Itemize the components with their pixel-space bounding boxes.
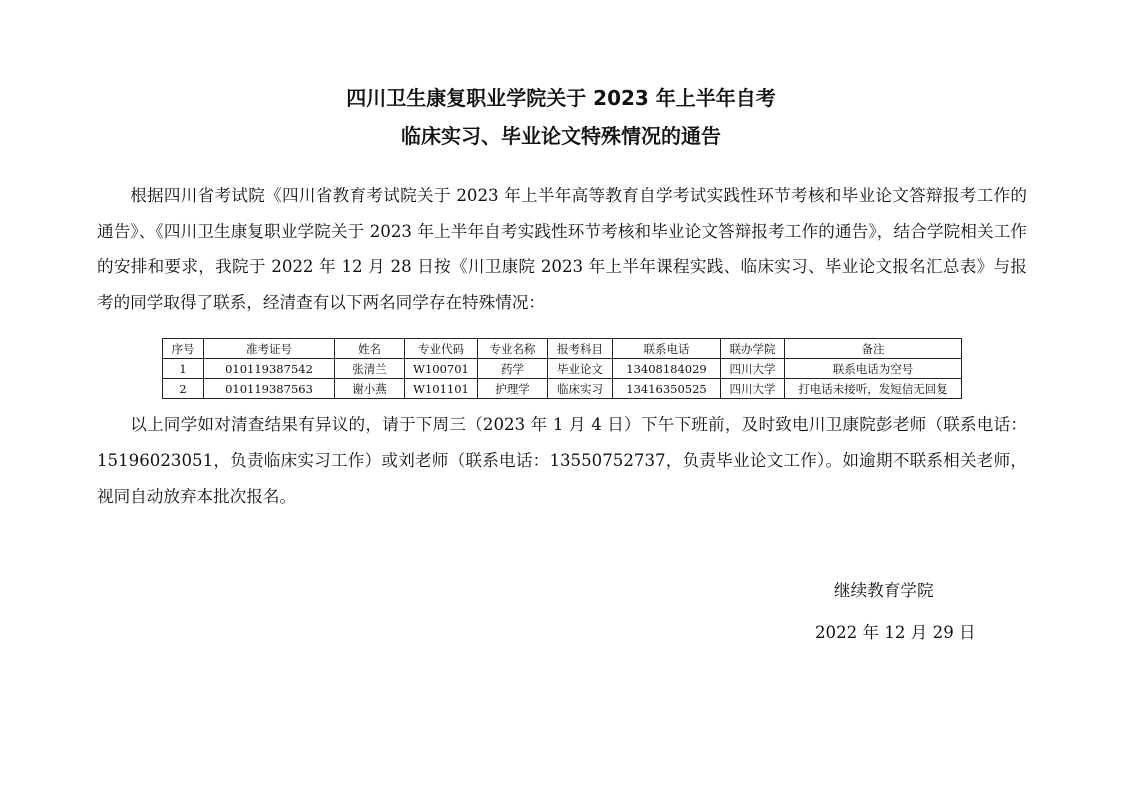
cell-name: 谢小燕 (335, 379, 405, 399)
special-cases-table (162, 338, 962, 399)
cell-remarks: 打电话未接听，发短信无回复 (785, 379, 962, 399)
header-index: 序号 (163, 339, 204, 359)
notice-paragraph-intro: 根据四川省考试院《四川省教育考试院关于 2023 年上半年高等教育自学考试实践性环节考核和毕业论文答辩报考工作的通告》、《四川卫生康复职业学院关于 2023 年上半年自考实践性环节考核和毕业论文答辩报考工作的通告》，结合学院相关工作的安排和要求，我院于 2022 年 12 月 28 日按《川卫康院 2023 年上半年课程实践、临床实习、毕业论文报名汇总表》与报考的同学取得了联系，经清查有以下两名同学存在特殊情况： (97, 186, 1027, 312)
cell-partner-college: 四川大学 (721, 379, 785, 399)
header-subject: 报考科目 (548, 339, 613, 359)
cell-index: 2 (163, 379, 204, 399)
header-name: 姓名 (335, 339, 405, 359)
cell-major-name: 护理学 (478, 379, 548, 399)
header-phone: 联系电话 (613, 339, 721, 359)
cell-exam-id: 010119387563 (204, 379, 335, 399)
notice-title-line-1: 四川卫生康复职业学院关于 2023 年上半年自考 (346, 86, 776, 110)
cell-subject: 临床实习 (548, 379, 613, 399)
table-row (163, 379, 962, 399)
cell-phone: 13408184029 (613, 359, 721, 379)
table-header-row (163, 339, 962, 359)
header-major-code: 专业代码 (405, 339, 478, 359)
header-exam-id: 准考证号 (204, 339, 335, 359)
header-partner-college: 联办学院 (721, 339, 785, 359)
cell-exam-id: 010119387542 (204, 359, 335, 379)
header-major-name: 专业名称 (478, 339, 548, 359)
cell-name: 张清兰 (335, 359, 405, 379)
cell-index: 1 (163, 359, 204, 379)
cell-subject: 毕业论文 (548, 359, 613, 379)
notice-paragraph-contact: 以上同学如对清查结果有异议的，请于下周三（2023 年 1 月 4 日）下午下班前，及时致电川卫康院彭老师（联系电话：15196023051，负责临床实习工作）或刘老师（联系电话：13550752737，负责毕业论文工作）。如逾期不联系相关老师，视同自动放弃本批次报名。 (97, 415, 1027, 506)
cell-major-code: W101101 (405, 379, 478, 399)
cell-major-code: W100701 (405, 359, 478, 379)
signature-date: 2022 年 12 月 29 日 (815, 623, 976, 642)
notice-title-line-2: 临床实习、毕业论文特殊情况的通告 (401, 124, 721, 148)
cell-remarks: 联系电话为空号 (785, 359, 962, 379)
signature-organization: 继续教育学院 (834, 581, 934, 600)
header-remarks: 备注 (785, 339, 962, 359)
cell-major-name: 药学 (478, 359, 548, 379)
cell-phone: 13416350525 (613, 379, 721, 399)
cell-partner-college: 四川大学 (721, 359, 785, 379)
table-row (163, 359, 962, 379)
